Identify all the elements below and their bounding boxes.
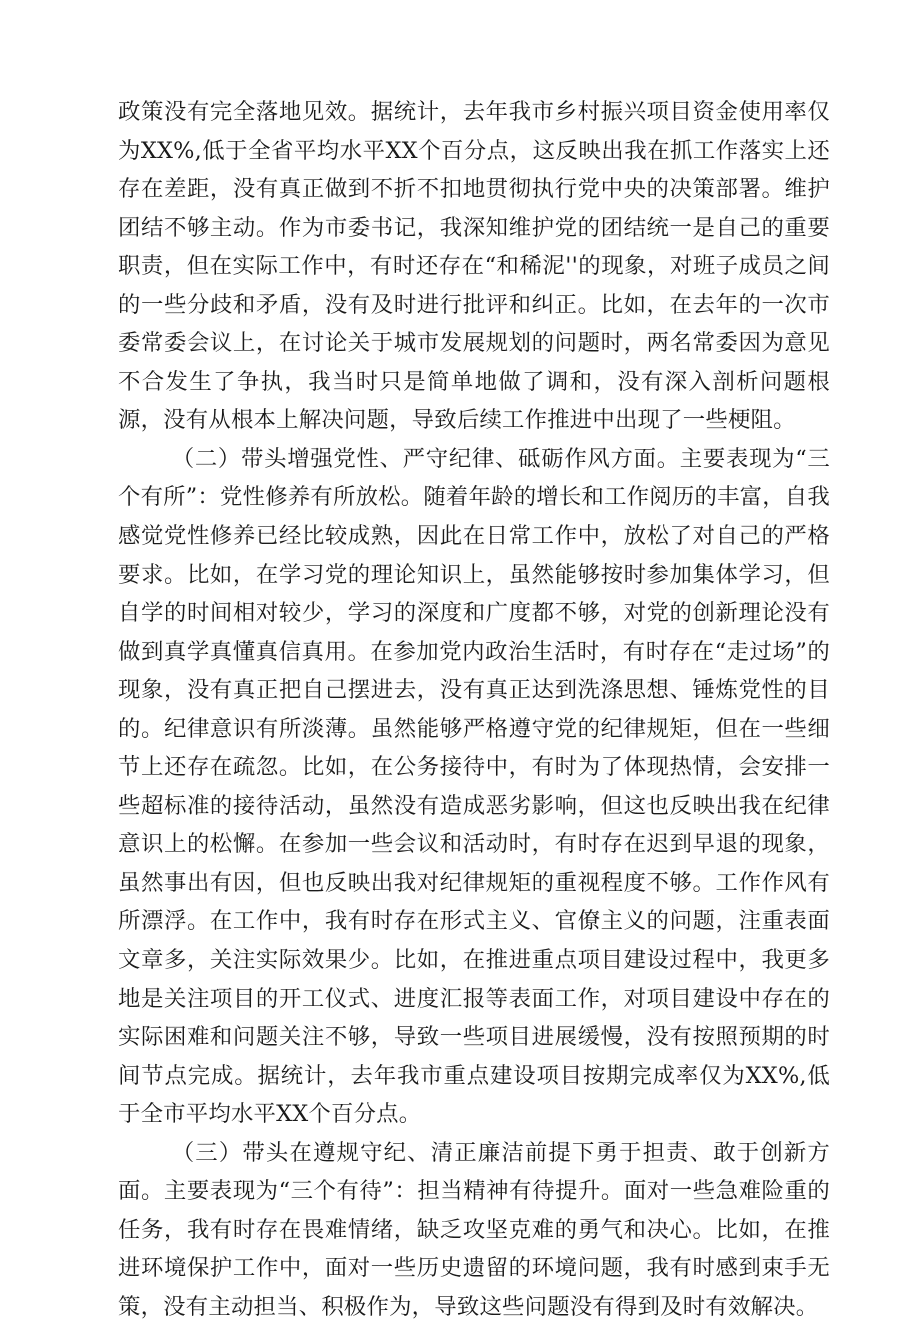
- paragraph-continuation: 政策没有完全落地见效。据统计，去年我市乡村振兴项目资金使用率仅为XX%,低于全省平均水平XX个百分点，这反映出我在抓工作落实上还存在差距，没有真正做到不折不扣地贯彻执行党中央的决策部署。维护团结不够主动。作为市委书记，我深知维护党的团结统一是自己的重要职责，但在实际工作中，有时还存在“和稀泥''的现象，对班子成员之间的一些分歧和矛盾，没有及时进行批评和纠正。比如，在去年的一次市委常委会议上，在讨论关于城市发展规划的问题时，两名常委因为意见不合发生了争执，我当时只是简单地做了调和，没有深入剖析问题根源，没有从根本上解决问题，导致后续工作推进中出现了一些梗阻。: [118, 99, 830, 434]
- document-body: [118, 93, 830, 1327]
- paragraph-section-two: （二）带头增强党性、严守纪律、砥砺作风方面。主要表现为“三个有所”：党性修养有所放松。随着年龄的增长和工作阅历的丰富，自我感觉党性修养已经比较成熟，因此在日常工作中，放松了对自己的严格要求。比如，在学习党的理论知识上，虽然能够按时参加集体学习，但自学的时间相对较少，学习的深度和广度都不够，对党的创新理论没有做到真学真懂真信真用。在参加党内政治生活时，有时存在“走过场”的现象，没有真正把自己摆进去，没有真正达到洗涤思想、锤炼党性的目的。纪律意识有所淡薄。虽然能够严格遵守党的纪律规矩，但在一些细节上还存在疏忽。比如，在公务接待中，有时为了体现热情，会安排一些超标准的接待活动，虽然没有造成恶劣影响，但这也反映出我在纪律意识上的松懈。在参加一些会议和活动时，有时存在迟到早退的现象，虽然事出有因，但也反映出我对纪律规矩的重视程度不够。工作作风有所漂浮。在工作中，我有时存在形式主义、官僚主义的问题，注重表面文章多，关注实际效果少。比如，在推进重点项目建设过程中，我更多地是关注项目的开工仪式、进度汇报等表面工作，对项目建设中存在的实际困难和问题关注不够，导致一些项目进展缓慢，没有按照预期的时间节点完成。据统计，去年我市重点建设项目按期完成率仅为XX%,低于全市平均水平XX个百分点。: [118, 445, 830, 1128]
- paragraph-section-three: （三）带头在遵规守纪、清正廉洁前提下勇于担责、敢于创新方面。主要表现为“三个有待”：担当精神有待提升。面对一些急难险重的任务，我有时存在畏难情绪，缺乏攻坚克难的勇气和决心。比如，在推进环境保护工作中，面对一些历史遗留的环境问题，我有时感到束手无策，没有主动担当、积极作为，导致这些问题没有得到及时有效解决。: [118, 1139, 830, 1320]
